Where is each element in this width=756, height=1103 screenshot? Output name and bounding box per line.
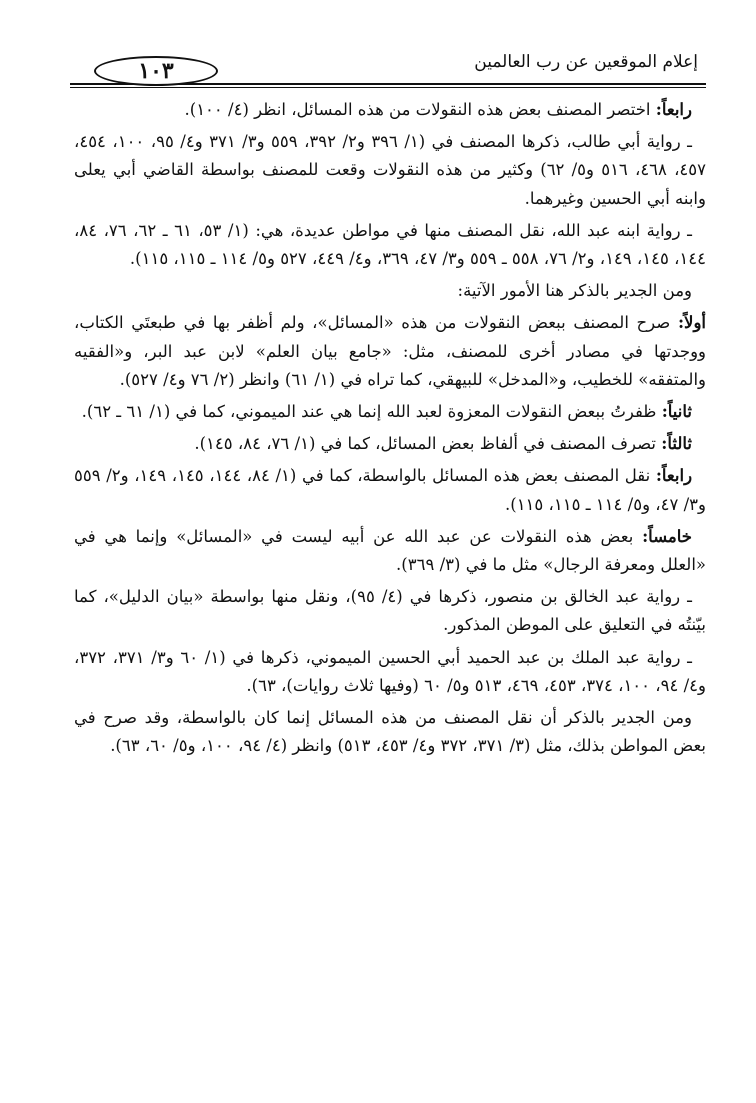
paragraph-text: ـ رواية عبد الملك بن عبد الحميد أبي الحسين الميموني، ذكرها في (١/ ٦٠ و٣/ ٣٧١، ٣٧٢، و٤/ ٩٤، ١٠٠، ٣٧٤، ٤٥٣، ٤٦٩، ٥١٣ و٥/ ٦٠ (وفيها ثلاث روايات)، ٦٣).	[74, 647, 706, 695]
paragraph-label: رابعاً:	[655, 466, 693, 486]
paragraph	[74, 523, 706, 579]
paragraph-text: ومن الجدير بالذكر أن نقل المصنف من هذه المسائل إنما كان بالواسطة، وقد صرح في بعض المواطن بذلك، مثل (٣/ ٣٧١، ٣٧٢ و٤/ ٤٥٣، ٥١٣) وانظر (٤/ ٩٤، ١٠٠، و٥/ ٦٠، ٦٣).	[74, 708, 706, 756]
paragraph	[74, 217, 706, 273]
paragraph	[74, 398, 706, 426]
header-rule-thin	[70, 87, 706, 88]
paragraph-text: صرح المصنف ببعض النقولات من هذه «المسائل»، ولم أظفر بها في طبعتَي الكتاب، ووجدتها في مصادر أخرى للمصنف، مثل: «جامع بيان العلم» لابن عبد البر، و«الفقيه والمتفقه» للخطيب، و«المدخل» للبيهقي، كما تراه في (١/ ٦١) وانظر (٢/ ٧٦ و٤/ ٥٢٧).	[74, 313, 706, 389]
page-header	[70, 50, 706, 90]
paragraph-text: تصرف المصنف في ألفاظ بعض المسائل، كما في (١/ ٧٦، ٨٤، ١٤٥).	[194, 434, 662, 454]
paragraph-label: رابعاً:	[655, 100, 692, 119]
paragraph-text: ومن الجدير بالذكر هنا الأمور الآتية:	[457, 281, 692, 301]
paragraph	[74, 309, 706, 394]
paragraph	[74, 277, 706, 305]
paragraph-label: خامساً:	[642, 526, 692, 546]
paragraph-label: ثالثاً:	[661, 434, 692, 454]
paragraph-text: ـ رواية أبي طالب، ذكرها المصنف في (١/ ٣٩٦ و٢/ ٣٩٢، ٥٥٩ و٣/ ٣٧١ و٤/ ٩٥، ١٠٠، ٤٥٤، ٤٥٧، ٤٦٨، ٥١٦ و٥/ ٦٢) وكثير من هذه النقولات وقعت للمصنف بواسطة القاضي أبي يعلى وابنه أبي الحسين وغيرهما.	[74, 132, 707, 208]
paragraph	[74, 583, 706, 639]
running-title: إعلام الموقعين عن رب العالمين	[474, 52, 698, 72]
page-body	[74, 96, 706, 764]
paragraph	[74, 644, 706, 700]
page-number-badge: ١٠٣	[94, 56, 218, 86]
paragraph	[74, 462, 706, 518]
paragraph-text: ظفرتُ ببعض النقولات المعزوة لعبد الله إنما هي عند الميموني، كما في (١/ ٦١ ـ ٦٢).	[81, 402, 662, 422]
paragraph	[74, 430, 706, 458]
paragraph-text: ـ رواية عبد الخالق بن منصور، ذكرها في (٤/ ٩٥)، ونقل منها بواسطة «بيان الدليل»، كما بيّنتُه في التعليق على الموطن المذكور.	[74, 587, 706, 635]
paragraph-text: ـ رواية ابنه عبد الله، نقل المصنف منها في مواطن عديدة، هي: (١/ ٥٣، ٦١ ـ ٦٢، ٧٦، ٨٤، ١٤٤، ١٤٥، ١٤٩، و٢/ ٧٦، ٥٥٨ ـ ٥٥٩ و٣/ ٤٧، ٣٦٩، و٤/ ٤٤٩، ٥٢٧ و٥/ ١١٤ ـ ١١٥، ١١٥).	[74, 220, 706, 269]
paragraph-label: ثانياً:	[661, 402, 692, 422]
paragraph	[74, 96, 706, 124]
paragraph	[74, 128, 706, 213]
paragraph-text: بعض هذه النقولات عن عبد الله عن أبيه ليست في «المسائل» وإنما هي في «العلل ومعرفة الرجال» مثل ما في (٣/ ٣٦٩).	[74, 526, 706, 575]
paragraph-label: أولاً:	[677, 313, 706, 333]
paragraph-text: اختصر المصنف بعض هذه النقولات من هذه المسائل، انظر (٤/ ١٠٠).	[184, 100, 656, 119]
paragraph	[74, 704, 706, 760]
paragraph-text: نقل المصنف بعض هذه المسائل بالواسطة، كما في (١/ ٨٤، ١٤٤، ١٤٥، ١٤٩، و٢/ ٥٥٩ و٣/ ٤٧، و٥/ ١١٤ ـ ١١٥، ١١٥).	[74, 466, 706, 514]
